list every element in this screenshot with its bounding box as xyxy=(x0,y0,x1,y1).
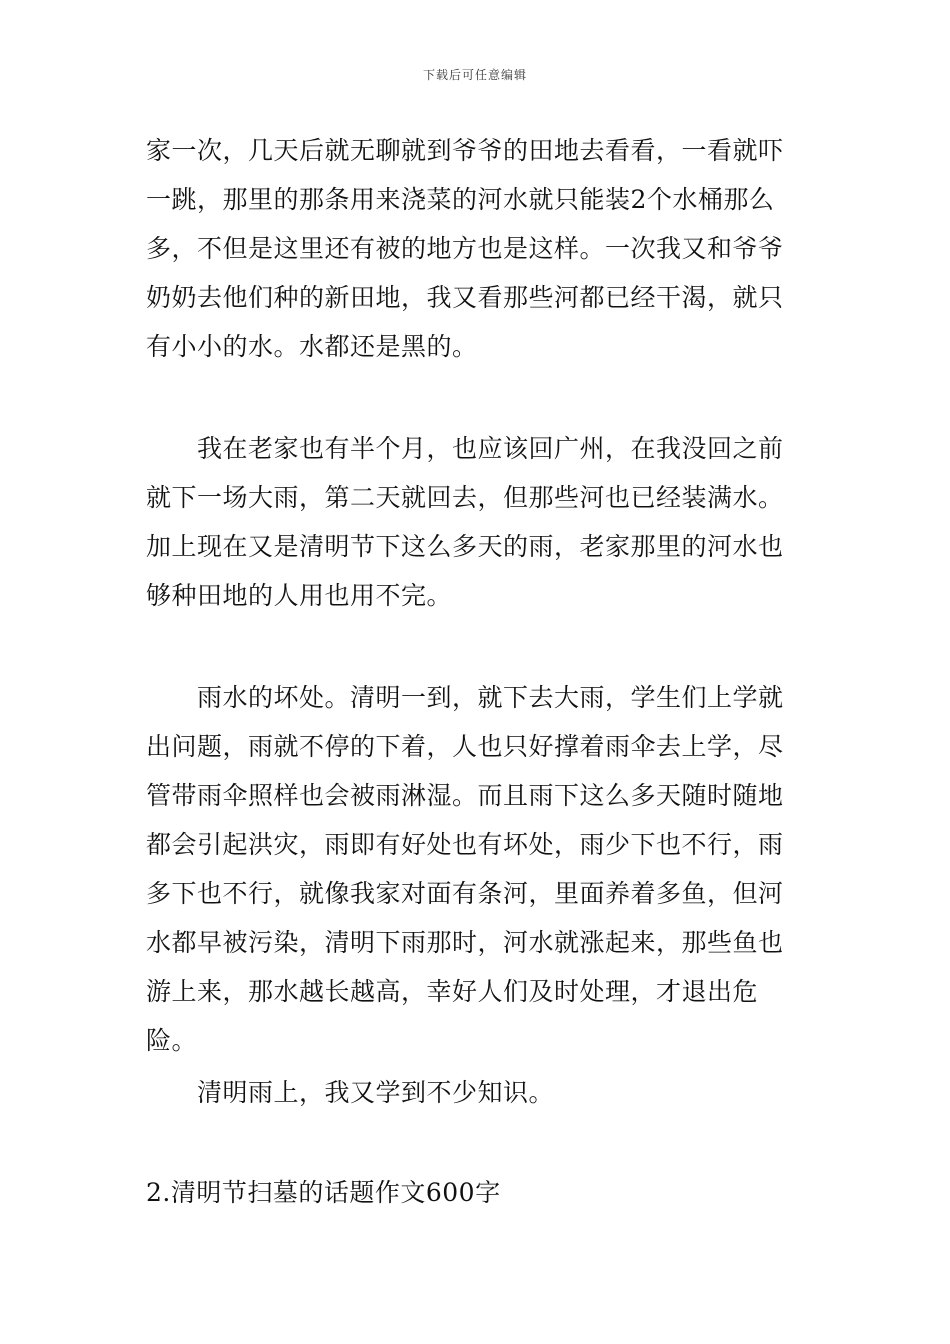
paragraph-1 xyxy=(146,126,806,371)
paragraph-4 xyxy=(146,1068,806,1117)
section-heading xyxy=(146,1168,806,1217)
section-heading-text: 2.清明节扫墓的话题作文600字 xyxy=(146,1178,501,1207)
paragraph-text: 清明雨上，我又学到不少知识。 xyxy=(146,1078,555,1107)
paragraph-text: 我在老家也有半个月，也应该回广州，在我没回之前就下一场大雨，第二天就回去，但那些河也已经装满水。加上现在又是清明节下这么多天的雨，老家那里的河水也够种田地的人用也用不完。 xyxy=(146,434,784,610)
paragraph-text: 家一次，几天后就无聊就到爷爷的田地去看看，一看就吓一跳，那里的那条用来浇菜的河水就只能装2个水桶那么多，不但是这里还有被的地方也是这样。一次我又和爷爷奶奶去他们种的新田地，我又看那些河都已经干渴，就只有小小的水。水都还是黑的。 xyxy=(146,136,784,361)
paragraph-3 xyxy=(146,673,806,1065)
paragraph-2 xyxy=(146,424,806,620)
page-header: 下载后可任意编辑 xyxy=(422,68,527,82)
paragraph-text: 雨水的坏处。清明一到，就下去大雨，学生们上学就出问题，雨就不停的下着，人也只好撑着雨伞去上学，尽管带雨伞照样也会被雨淋湿。而且雨下这么多天随时随地都会引起洪灾，雨即有好处也有坏处，雨少下也不行，雨多下也不行，就像我家对面有条河，里面养着多鱼，但河水都早被污染，清明下雨那时，河水就涨起来，那些鱼也游上来，那水越长越高，幸好人们及时处理，才退出危险。 xyxy=(146,683,784,1055)
